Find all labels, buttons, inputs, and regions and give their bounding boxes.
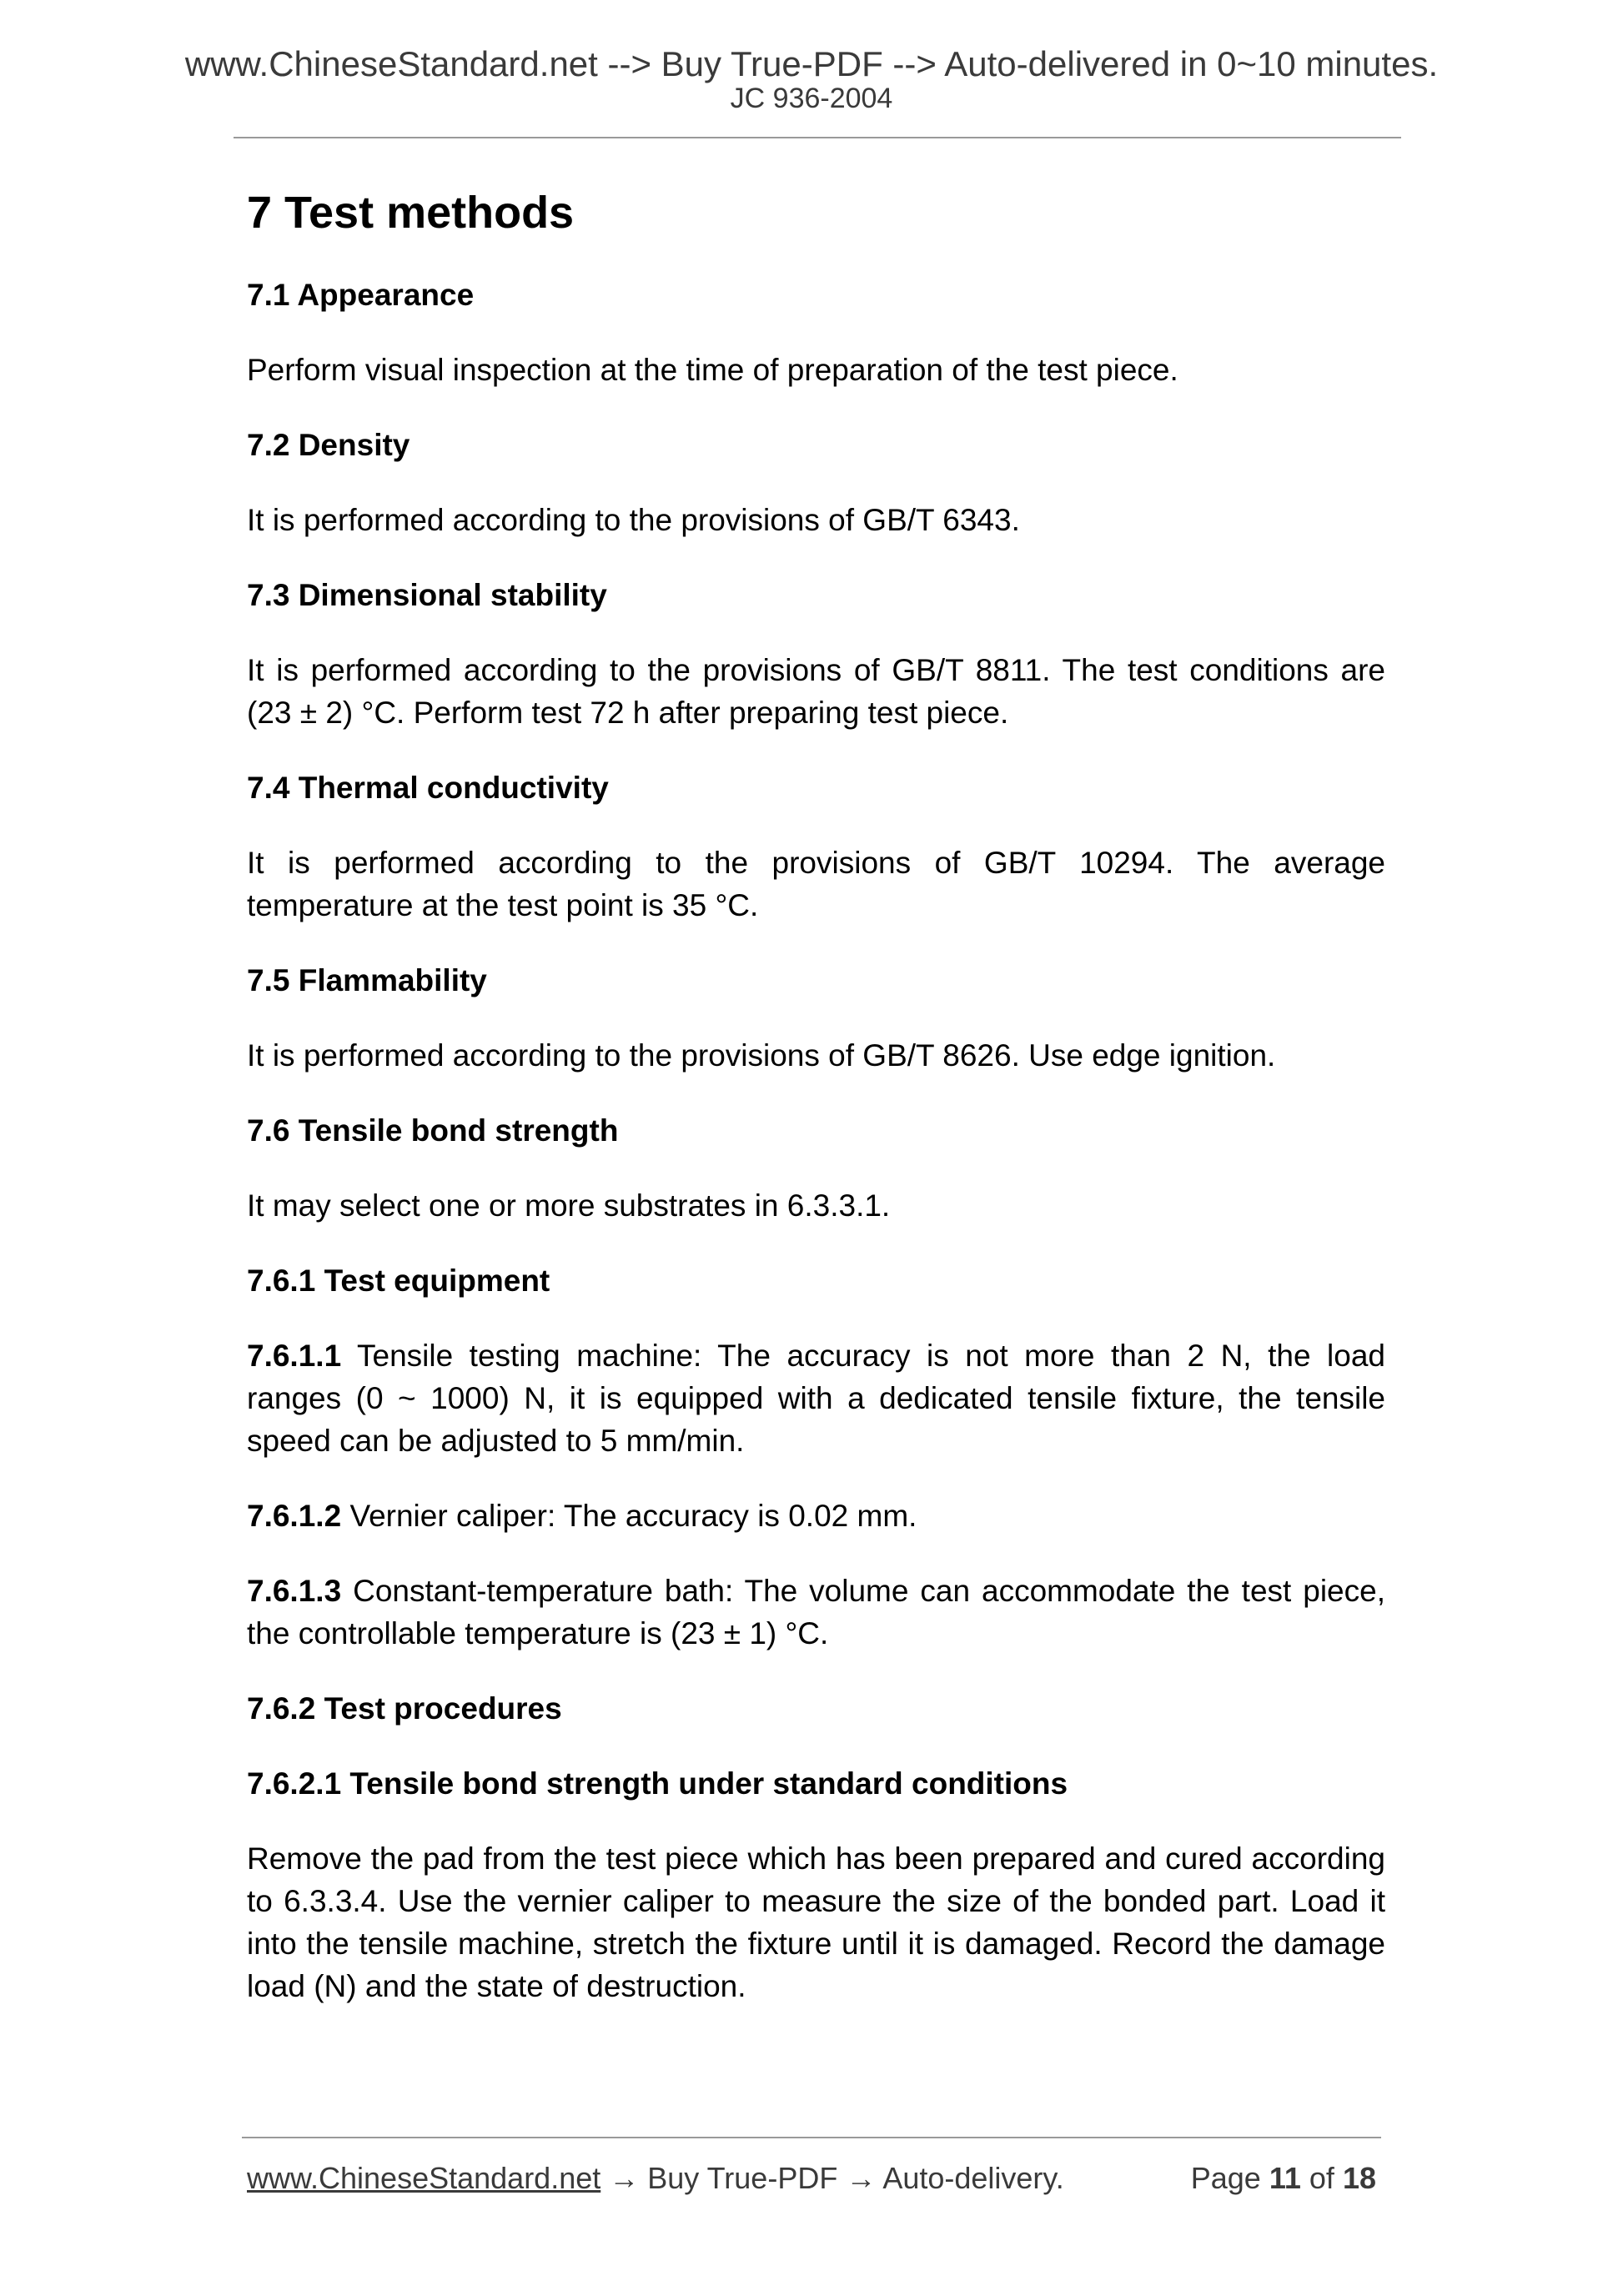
footer-left: [247, 2160, 1064, 2197]
paragraph-7-5: It is performed according to the provisions of GB/T 8626. Use edge ignition.: [247, 1038, 1276, 1073]
paragraph-7-2: It is performed according to the provisions of GB/T 6343.: [247, 503, 1020, 537]
heading-7-6-2-1: 7.6.2.1 Tensile bond strength under standard conditions: [247, 1766, 1068, 1801]
total-pages: 18: [1342, 2161, 1376, 2195]
clause-text: Constant-temperature bath: The volume can accommodate the test piece, the controllable temperature is (23 ± 1) °C.: [247, 1574, 1385, 1650]
paragraph-7-6-1-3: [247, 1570, 1385, 1655]
paragraph-7-1: Perform visual inspection at the time of preparation of the test piece.: [247, 353, 1178, 387]
page-number: 11: [1269, 2161, 1301, 2195]
heading-7-5: 7.5 Flammability: [247, 963, 487, 997]
page-indicator: [1191, 2160, 1376, 2197]
footer-website-link[interactable]: www.ChineseStandard.net: [247, 2161, 601, 2195]
heading-7-3: 7.3 Dimensional stability: [247, 578, 607, 612]
paragraph-7-4: It is performed according to the provisions of GB/T 10294. The average temperature at the test point is 35 °C.: [247, 846, 1385, 922]
clause-number: 7.6.1.3: [247, 1574, 342, 1608]
paragraph-7-3: It is performed according to the provisions of GB/T 8811. The test conditions are (23 ± 2) °C. Perform test 72 h after preparing test piece.: [247, 653, 1385, 730]
heading-7-2: 7.2 Density: [247, 428, 410, 462]
page-word: Page: [1190, 2161, 1261, 2195]
paragraph-7-6-2-1: Remove the pad from the test piece which has been prepared and cured according to 6.3.3.4. Use the vernier caliper to measure the size of the bonded part. Load it into the tensile machine, stretch the fixture until it is damaged. Record the damage load (N) and the state of destruction.: [247, 1841, 1385, 2003]
footer-tagline: → Buy True-PDF → Auto-delivery.: [600, 2161, 1064, 2195]
heading-7-6-1: 7.6.1 Test equipment: [247, 1264, 550, 1298]
clause-text: Vernier caliper: The accuracy is 0.02 mm.: [349, 1499, 917, 1533]
section-title: 7 Test methods: [247, 188, 575, 238]
heading-7-6: 7.6 Tensile bond strength: [247, 1113, 619, 1148]
header-divider: [234, 137, 1401, 138]
clause-number: 7.6.1.2: [247, 1499, 342, 1533]
paragraph-7-6-1-2: [247, 1495, 1385, 1537]
footer-divider: [242, 2137, 1381, 2138]
heading-7-1: 7.1 Appearance: [247, 278, 475, 312]
document-id: JC 936-2004: [730, 83, 893, 114]
clause-number: 7.6.1.1: [247, 1339, 342, 1373]
paragraph-7-6-1-1: [247, 1334, 1385, 1462]
heading-7-6-2: 7.6.2 Test procedures: [247, 1691, 562, 1726]
of-word: of: [1309, 2161, 1334, 2195]
header-banner: www.ChineseStandard.net --> Buy True-PDF --> Auto-delivered in 0~10 minutes.: [184, 44, 1439, 83]
clause-text: Tensile testing machine: The accuracy is not more than 2 N, the load ranges (0 ~ 1000) N, it is equipped with a dedicated tensile fixture, the tensile speed can be adjusted to 5 mm/min.: [247, 1339, 1385, 1458]
heading-7-4: 7.4 Thermal conductivity: [247, 771, 609, 805]
page-content: [247, 183, 1385, 2040]
paragraph-7-6: It may select one or more substrates in 6.3.3.1.: [247, 1188, 891, 1223]
